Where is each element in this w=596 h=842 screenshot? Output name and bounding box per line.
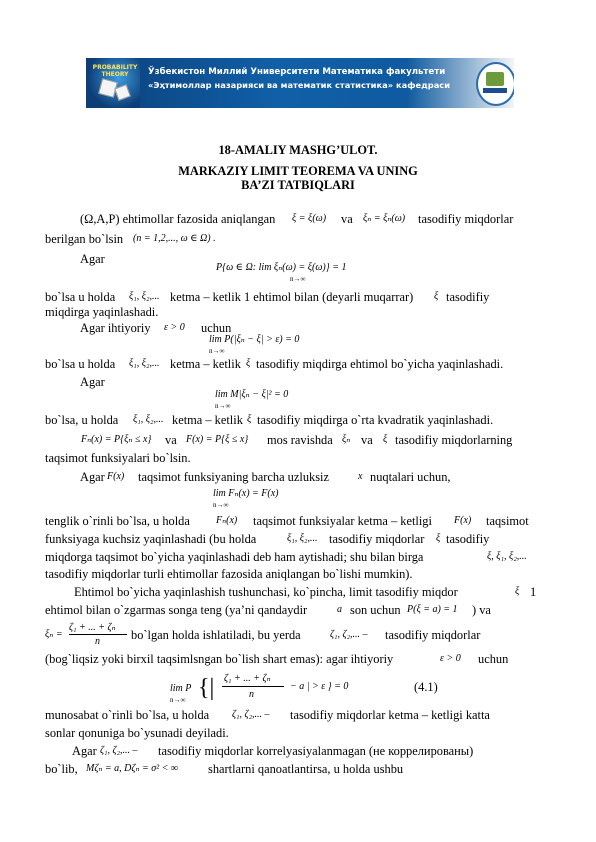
text: tenglik o`rinli bo`lsa, u holda [45, 514, 190, 528]
fraction-numerator: ζ₁ + ... + ζₙ [69, 622, 116, 633]
text: tasodifiy [446, 532, 490, 546]
text: tasodifiy miqdorlar [329, 532, 425, 546]
math: ξ, ξ₁, ξ₂,... [487, 551, 527, 562]
lim-subscript: n→∞ [215, 402, 231, 410]
math: (n = 1,2,..., ω ∈ Ω) . [133, 233, 216, 244]
text: tasodifiy miqdirga ehtimol bo`yicha yaqinlashadi. [256, 357, 504, 371]
math: ζ₁, ζ₂,... – [232, 709, 270, 720]
math: F(x) [454, 515, 472, 526]
formula: − a | > ε } = 0 [290, 681, 349, 692]
math: ξ [434, 291, 439, 302]
equation-number: (4.1) [414, 680, 438, 694]
text: taqsimot funksiyalar ketma – ketligi [253, 514, 432, 528]
text: va [361, 433, 373, 447]
text: nuqtalari uchun, [370, 470, 451, 484]
university-seal-icon [474, 60, 514, 106]
text: tasodifiy miqdorlar ketma – ketligi katta [290, 708, 490, 722]
fraction-denominator: n [95, 636, 100, 647]
text: ) va [472, 603, 491, 617]
banner-text [148, 66, 451, 92]
title-line-2: MARKAZIY LIMIT TEOREMA VA UNING [178, 164, 418, 178]
text: bo`lsa u holda [45, 290, 116, 304]
math: a [337, 604, 342, 615]
math: x [358, 471, 363, 482]
math: ζ₁, ζ₂,... – [330, 629, 368, 640]
fraction-bar [69, 634, 127, 635]
math: ε > 0 [164, 322, 185, 333]
text: Ehtimol bo`yicha yaqinlashish tushunchasi, ko`pincha, limit tasodifiy miqdor [74, 585, 458, 599]
text: mos ravishda [267, 433, 333, 447]
text: miqdorga taqsimot bo`yicha yaqinlashadi deb ham aytishadi; shu bilan birga [45, 550, 424, 564]
math: ξ [383, 434, 388, 445]
math: F(x) [107, 471, 125, 482]
probability-theory-logo [86, 58, 140, 108]
math: ξₙ = [45, 629, 63, 640]
formula: lim P [170, 683, 192, 694]
text: va [165, 433, 177, 447]
text: tasodifiy miqdorlar turli ehtimollar fazosida aniqlangan bo`lishi mumkin). [45, 567, 413, 581]
text: Agar [80, 375, 105, 389]
math: ξ [246, 358, 251, 369]
math: Fₙ(x) [216, 515, 238, 526]
text: Agar [80, 252, 105, 266]
math: ε > 0 [440, 653, 461, 664]
text: 1 [530, 585, 537, 599]
text: tasodifiy miqdorlarning [395, 433, 513, 447]
lim-subscript: n→∞ [213, 501, 229, 509]
logo-text: PROBABILITY THEORY [92, 64, 138, 78]
text: Agar [72, 744, 97, 758]
math: Mζₙ = a, Dζₙ = σ² < ∞ [86, 763, 179, 774]
text: tasodifiy [446, 290, 490, 304]
text: son uchun [350, 603, 401, 617]
text: taqsimot [486, 514, 529, 528]
text: munosabat o`rinli bo`lsa, u holda [45, 708, 210, 722]
text: Agar [80, 470, 105, 484]
text: bo`lsa, u holda [45, 413, 119, 427]
formula: lim P(|ξₙ − ξ| > ε) = 0 [209, 334, 300, 345]
text: va [341, 212, 353, 226]
math: ζ₁, ζ₂,... – [100, 745, 138, 756]
text: (bog`liqsiz yoki birxil taqsimlsngan bo`lish shart emas): agar ihtiyoriy [45, 652, 394, 666]
math: ξₙ [342, 434, 351, 445]
text: sonlar qonuniga bo`ysunadi deyiladi. [45, 726, 229, 740]
math: ξ₁, ξ₂,... [129, 291, 160, 302]
university-line: Ўзбекистон Миллий Университети Математика факультети [148, 67, 446, 77]
math: Fₙ(x) = P{ξₙ ≤ x} [81, 434, 152, 445]
text: berilgan bo`lsin [45, 232, 124, 246]
math: ξ [436, 533, 441, 544]
fraction-numerator: ζ₁ + ... + ζₙ [224, 673, 271, 684]
math: F(x) = P{ξ ≤ x} [186, 434, 249, 445]
text: taqsimot funksiyalari bo`lsin. [45, 451, 191, 465]
lim-subscript: n→∞ [290, 275, 306, 283]
text: bo`lsa u holda [45, 357, 116, 371]
lim-subscript: n→∞ [170, 696, 186, 704]
math: ξ₁, ξ₂,... [287, 533, 318, 544]
page-title: 18-AMALIY MASHG’ULOT. [218, 143, 378, 157]
math: ξ [515, 586, 520, 597]
text: uchun [201, 321, 232, 335]
text: ehtimol bilan o`zgarmas songa teng (ya’ni qandaydir [45, 603, 308, 617]
text: (Ω,A,P) ehtimollar fazosida aniqlangan [80, 212, 276, 226]
text: bo`lgan holda ishlatiladi, bu yerda [131, 628, 301, 642]
text: taqsimot funksiyaning barcha uzluksiz [138, 470, 329, 484]
math: ξ [247, 414, 252, 425]
formula: lim Fₙ(x) = F(x) [213, 488, 279, 499]
lim-subscript: n→∞ [209, 347, 225, 355]
text: Agar ihtiyoriy [80, 321, 151, 335]
text: ketma – ketlik [170, 357, 241, 371]
math: ξ₁, ξ₂,... [129, 358, 160, 369]
math: ξ = ξ(ω) [292, 213, 327, 224]
fraction-bar [222, 686, 284, 687]
text: funksiyaga kuchsiz yaqinlashadi (bu holda [45, 532, 257, 546]
math: ξₙ = ξₙ(ω) [363, 213, 406, 224]
text: ketma – ketlik 1 ehtimol bilan (deyarli muqarrar) [170, 290, 414, 304]
dice-icon [114, 84, 131, 101]
math: P(ξ = a) = 1 [407, 604, 458, 615]
math: ξ₁, ξ₂,... [133, 414, 164, 425]
text: shartlarni qanoatlantirsa, u holda ushbu [208, 762, 404, 776]
text: miqdirga yaqinlashadi. [45, 305, 159, 319]
text: ketma – ketlik [172, 413, 243, 427]
text: tasodifiy miqdorlar [385, 628, 481, 642]
header-banner [86, 58, 514, 108]
text: uchun [478, 652, 509, 666]
text: tasodifiy miqdorlar korrelyasiyalanmagan (не коррелированы) [158, 744, 474, 758]
text: tasodifiy miqdorlar [418, 212, 514, 226]
brace: {| [198, 675, 215, 701]
text: tasodifiy miqdirga o`rta kvadratik yaqinlashadi. [257, 413, 494, 427]
fraction-denominator: n [249, 689, 254, 700]
text: bo`lib, [45, 762, 78, 776]
title-line-3: BA’ZI TATBIQLARI [241, 178, 355, 192]
formula: P{ω ∈ Ω: lim ξₙ(ω) = ξ(ω)} = 1 [216, 262, 347, 273]
department-line: «Эҳтимоллар назарияси ва математик статистика» кафедраси [148, 80, 451, 90]
formula: lim M|ξₙ − ξ|² = 0 [215, 389, 289, 400]
